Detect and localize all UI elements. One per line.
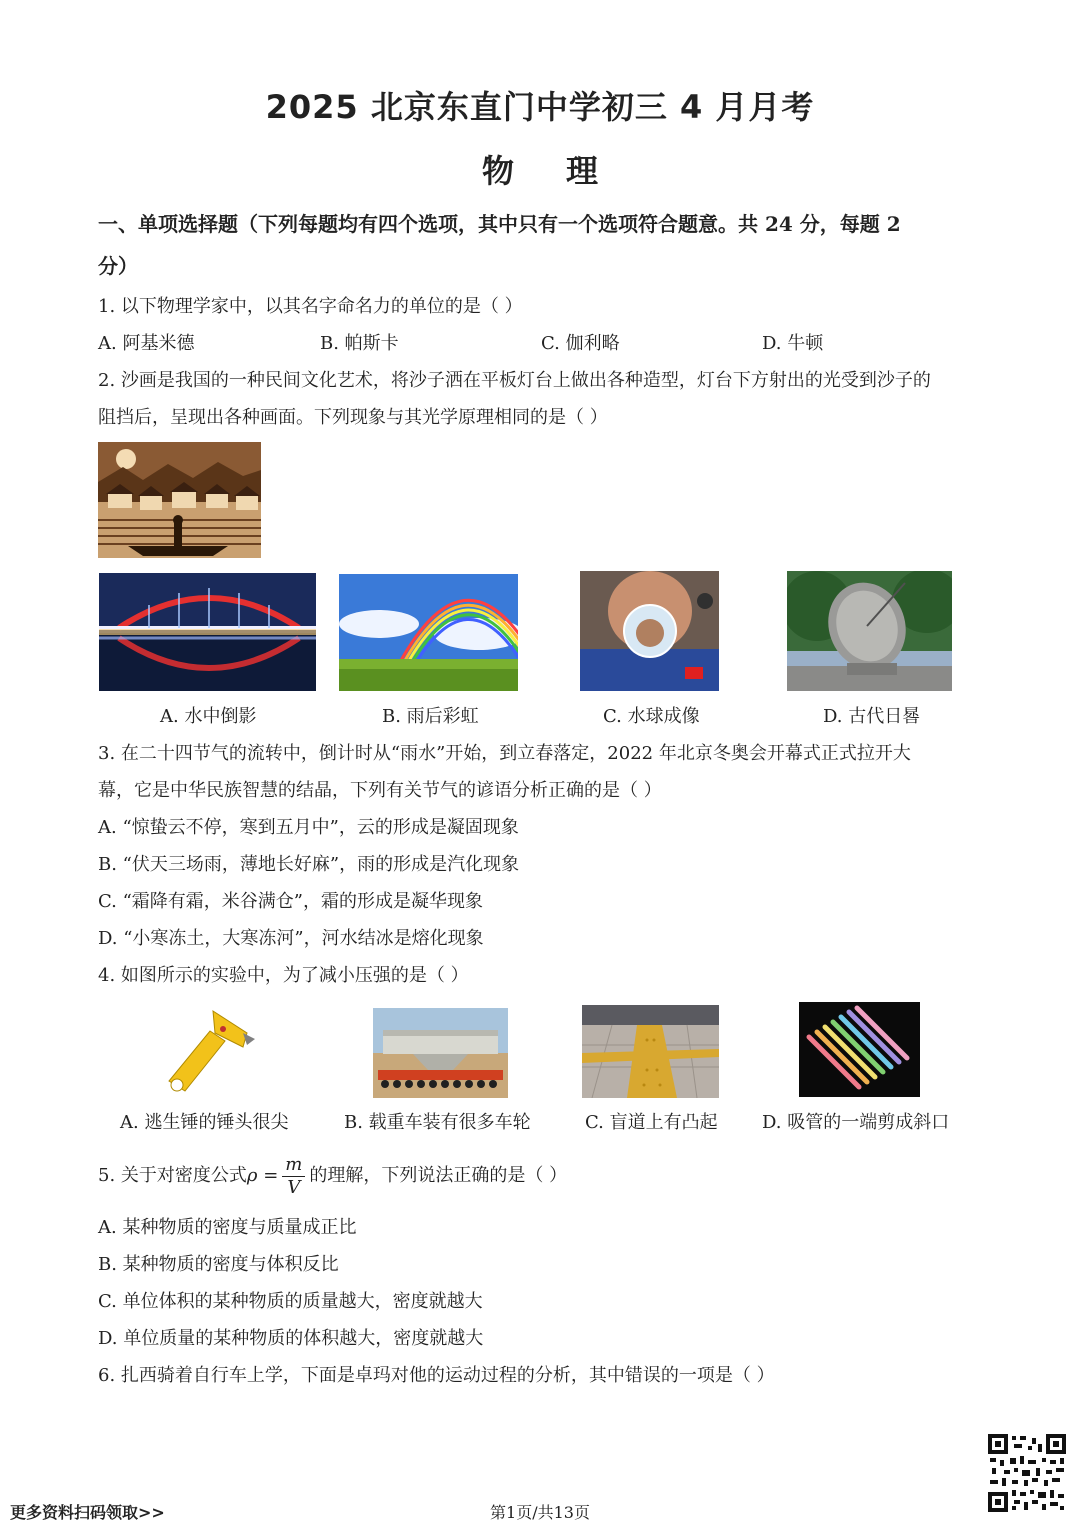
q4-caption-b: B. 载重车装有很多车轮 [344,1112,531,1133]
q3-option-b: B. “伏天三场雨，薄地长好麻”，雨的形成是汽化现象 [98,854,520,875]
q5-stem [98,1152,567,1200]
q1-option-a: A. 阿基米德 [98,333,195,354]
q3-option-d: D. “小寒冻土，大寒冻河”，河水结冰是熔化现象 [98,928,484,949]
q2-caption-b: B. 雨后彩虹 [382,706,479,727]
q3-option-a: A. “惊蛰云不停，寒到五月中”，云的形成是凝固现象 [98,817,519,838]
q1-option-b: B. 帕斯卡 [320,333,399,354]
bridge-reflection-image [99,573,316,691]
heavy-truck-image [373,1008,508,1098]
q6-stem: 6. 扎西骑着自行车上学，下面是卓玛对他的运动过程的分析，其中错误的一项是（ ） [98,1365,775,1386]
q2-caption-a: A. 水中倒影 [160,706,257,727]
q5-stem-after: 的理解，下列说法正确的是（ ） [309,1165,568,1186]
rainbow-image [339,574,518,691]
q5-option-a: A. 某种物质的密度与质量成正比 [98,1217,357,1238]
footer-page-number: 第1页/共13页 [490,1503,590,1522]
q5-option-d: D. 单位质量的某种物质的体积越大，密度就越大 [98,1328,484,1349]
q3-stem-line1: 3. 在二十四节气的流转中，倒计时从“雨水”开始，到立春落定，2022 年北京冬奥会开幕式正式拉开大 [98,743,911,764]
q5-option-c: C. 单位体积的某种物质的质量越大，密度就越大 [98,1291,483,1312]
q1-option-d: D. 牛顿 [762,333,824,354]
q5-formula-lhs: ρ = [246,1165,279,1186]
q2-stem-line2: 阻挡后，呈现出各种画面。下列现象与其光学原理相同的是（ ） [98,407,608,428]
section-heading-line1: 一、单项选择题（下列每题均有四个选项，其中只有一个选项符合题意。共 24 分，每题 2 [98,212,901,236]
sundial-image [787,571,952,691]
q2-stem-line1: 2. 沙画是我国的一种民间文化艺术，将沙子洒在平板灯台上做出各种造型，灯台下方射出的光受到沙子的 [98,370,931,391]
escape-hammer-image [155,1003,260,1098]
section-heading-line2: 分） [98,254,138,278]
q1-option-c: C. 伽利略 [541,333,620,354]
q5-formula-denominator: V [287,1176,301,1198]
footer-more-resources: 更多资料扫码领取>> [10,1503,165,1522]
water-ball-image [580,571,719,691]
q5-formula-fraction [282,1154,305,1199]
q2-caption-c: C. 水球成像 [603,706,700,727]
q2-caption-d: D. 古代日晷 [823,706,921,727]
q4-stem: 4. 如图所示的实验中，为了减小压强的是（ ） [98,965,469,986]
q5-formula-numerator: m [282,1154,305,1177]
q3-stem-line2: 幕，它是中华民族智慧的结晶，下列有关节气的谚语分析正确的是（ ） [98,780,662,801]
q5-option-b: B. 某种物质的密度与体积反比 [98,1254,339,1275]
sand-painting-image [98,442,261,558]
tactile-paving-image [582,1005,719,1098]
q5-stem-before: 5. 关于对密度公式 [98,1165,247,1186]
q4-caption-c: C. 盲道上有凸起 [585,1112,718,1133]
q1-stem: 1. 以下物理学家中，以其名字命名力的单位的是（ ） [98,296,523,317]
straws-image [799,1002,920,1097]
exam-title: 2025 北京东直门中学初三 4 月月考 [265,88,815,126]
q3-option-c: C. “霜降有霜，米谷满仓”，霜的形成是凝华现象 [98,891,483,912]
q4-caption-a: A. 逃生锤的锤头很尖 [120,1112,289,1133]
exam-subject: 物理 [481,152,650,190]
q4-caption-d: D. 吸管的一端剪成斜口 [762,1112,950,1133]
